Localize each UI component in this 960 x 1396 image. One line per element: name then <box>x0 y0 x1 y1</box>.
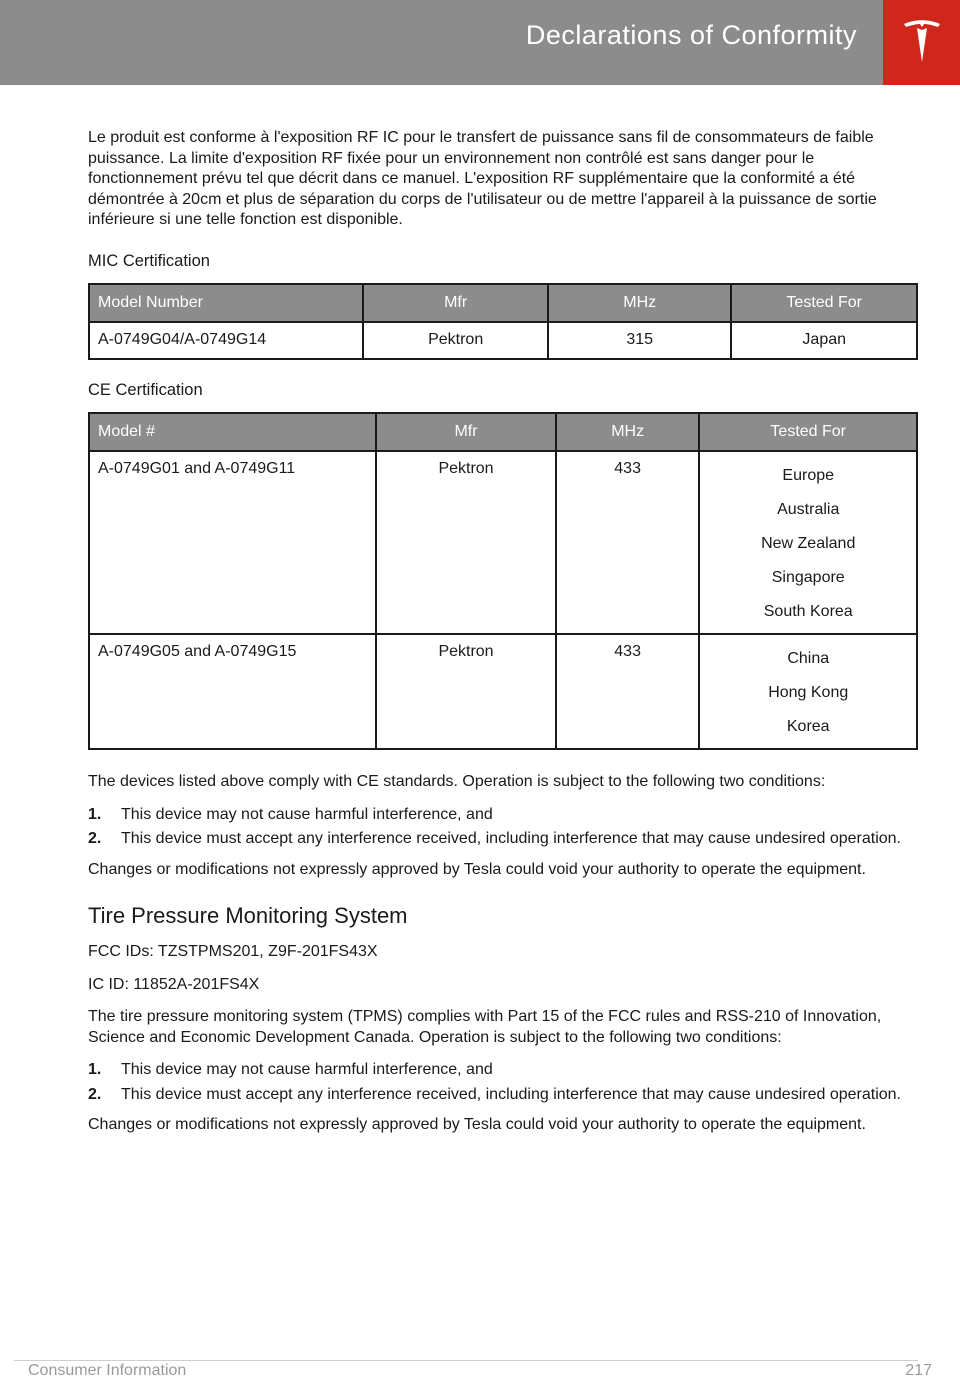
list-number: 2. <box>88 830 102 847</box>
col-header-mfr: Mfr <box>363 284 548 322</box>
ce-changes-paragraph: Changes or modifications not expressly approved by Tesla could void your authority to operate the equipment. <box>88 860 866 878</box>
cell-mfr: Pektron <box>376 634 556 749</box>
footer-section-name: Consumer Information <box>28 1362 187 1379</box>
table-row <box>89 322 917 359</box>
ce-compliance-paragraph: The devices listed above comply with CE standards. Operation is subject to the following two conditions: <box>88 773 826 790</box>
country: Australia <box>777 501 840 518</box>
col-header-mfr: Mfr <box>376 413 556 451</box>
page-number: 217 <box>905 1362 932 1379</box>
list-item <box>88 1085 918 1106</box>
cell-mfr: Pektron <box>363 322 548 359</box>
cell-tested <box>699 451 917 634</box>
country: New Zealand <box>761 535 856 552</box>
cell-tested <box>699 634 917 749</box>
header-bar <box>0 0 883 85</box>
intro-paragraph-fr: Le produit est conforme à l'exposition RF IC pour le transfert de puissance sans fil de consommateurs de faible puissance. La limite d'exposition RF fixée pour un environnement non contrôlé est sans danger pour le fonctionnement prévu tel que décrit dans ce manuel. L'exposition RF supplémentaire que la conformité a été démontrée à 20cm et plus de séparation du corps de l'utilisateur ou de mettre l'appareil à la puissance de sortie inférieure si une telle fonction est disponible. <box>88 129 877 228</box>
tpms-ic-id: IC ID: 11852A-201FS4X <box>88 975 260 993</box>
tpms-fcc-ids: FCC IDs: TZSTPMS201, Z9F-201FS43X <box>88 943 378 960</box>
cell-model: A-0749G05 and A-0749G15 <box>89 634 376 749</box>
country: Europe <box>782 467 835 484</box>
page-title: Declarations of Conformity <box>525 20 857 50</box>
tpms-heading: Tire Pressure Monitoring System <box>88 903 408 928</box>
brand-logo-box <box>883 0 960 85</box>
list-number: 1. <box>88 1061 102 1078</box>
cell-mhz: 315 <box>548 322 732 359</box>
footer-divider <box>14 1360 918 1361</box>
list-text: This device must accept any interference received, including interference that may cause undesired operation. <box>121 830 901 847</box>
list-number: 1. <box>88 805 102 823</box>
list-text: This device may not cause harmful interference, and <box>121 1061 493 1078</box>
col-header-mhz: MHz <box>556 413 700 451</box>
col-header-tested: Tested For <box>731 284 917 322</box>
cell-mhz: 433 <box>556 451 700 634</box>
list-text: This device may not cause harmful interference, and <box>121 805 493 823</box>
col-header-model: Model Number <box>89 284 363 322</box>
tpms-conditions-list <box>88 1060 918 1105</box>
table-header-row <box>89 413 917 451</box>
cell-model: A-0749G04/A-0749G14 <box>89 322 363 359</box>
cell-model: A-0749G01 and A-0749G11 <box>89 451 376 634</box>
mic-certification-table <box>88 283 918 360</box>
list-number: 2. <box>88 1085 102 1103</box>
table-header-row <box>89 284 917 322</box>
table-row <box>89 451 917 634</box>
ce-certification-table <box>88 412 918 750</box>
country: Singapore <box>771 569 845 586</box>
cell-mfr: Pektron <box>376 451 556 634</box>
cell-mhz: 433 <box>556 634 700 749</box>
col-header-tested: Tested For <box>699 413 917 451</box>
mic-certification-label: MIC Certification <box>88 251 210 270</box>
country: South Korea <box>763 603 853 620</box>
country: Hong Kong <box>768 684 849 701</box>
table-row <box>89 634 917 749</box>
col-header-mhz: MHz <box>548 284 732 322</box>
ce-certification-label: CE Certification <box>88 380 203 399</box>
page-content <box>88 128 918 1148</box>
list-text: This device must accept any interference received, including interference that may cause undesired operation. <box>121 1085 901 1103</box>
list-item <box>88 805 918 826</box>
tesla-logo-icon <box>901 18 943 66</box>
tpms-changes-paragraph: Changes or modifications not expressly approved by Tesla could void your authority to operate the equipment. <box>88 1116 866 1133</box>
list-item <box>88 1060 918 1081</box>
country: Korea <box>786 718 830 735</box>
col-header-model: Model # <box>89 413 376 451</box>
tpms-compliance-paragraph: The tire pressure monitoring system (TPMS) complies with Part 15 of the FCC rules and RSS-210 of Innovation, Science and Economic Development Canada. Operation is subject to the following two conditions: <box>88 1008 882 1046</box>
list-item <box>88 829 918 850</box>
country: China <box>787 650 830 667</box>
ce-conditions-list <box>88 805 918 850</box>
cell-tested: Japan <box>731 322 917 359</box>
